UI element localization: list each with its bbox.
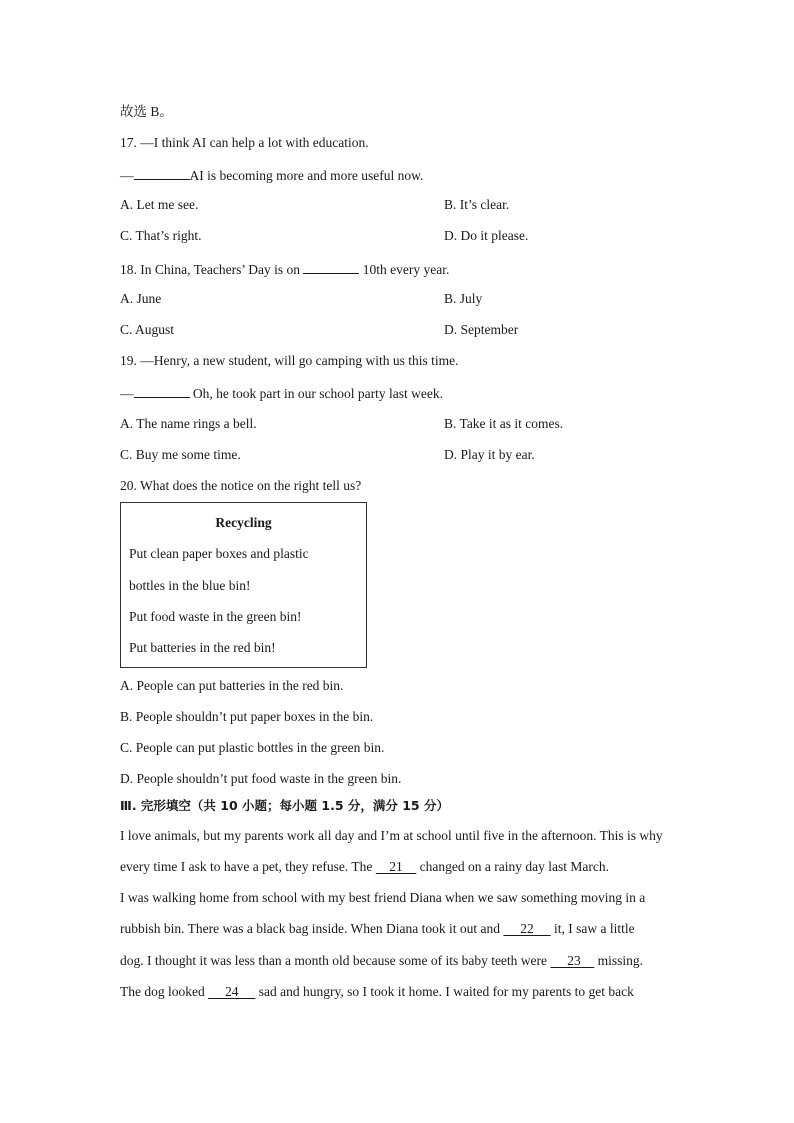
passage-text: The dog looked	[120, 984, 209, 999]
q17-option-a: A. Let me see.	[120, 197, 199, 212]
q17-stem: 17. —I think AI can help a lot with education.	[120, 135, 369, 150]
q18-option-a: A. June	[120, 291, 162, 306]
intro-text: 故选 B。	[120, 104, 173, 119]
q18-answer-blank	[303, 259, 359, 274]
recycling-notice-box	[120, 502, 367, 668]
q17-reply	[120, 165, 423, 185]
passage-text: rubbish bin. There was a black bag inside. When Diana took it out and	[120, 921, 504, 936]
q18-option-d: D. September	[444, 322, 519, 337]
passage-text: changed on a rainy day last March.	[416, 859, 609, 874]
q18-option-b: B. July	[444, 291, 483, 306]
blank-21: 21	[375, 859, 417, 874]
passage-text: it, I saw a little	[550, 921, 635, 936]
q19-answer-blank	[134, 383, 190, 398]
q20-stem: 20. What does the notice on the right tell us?	[120, 478, 362, 493]
blank-22: 22	[503, 921, 551, 936]
passage-text: every time I ask to have a pet, they refuse. The	[120, 859, 376, 874]
notice-line: Put batteries in the red bin!	[129, 640, 276, 655]
passage-text: dog. I thought it was less than a month old because some of its baby teeth were	[120, 953, 551, 968]
q19-option-d: D. Play it by ear.	[444, 447, 535, 462]
q20-option-d: D. People shouldn’t put food waste in the green bin.	[120, 771, 402, 786]
q19-option-b: B. Take it as it comes.	[444, 416, 564, 431]
q17-reply-prefix: —	[120, 168, 134, 183]
q19-reply-prefix: —	[120, 386, 134, 401]
notice-line: bottles in the blue bin!	[129, 578, 251, 593]
q17-reply-rest: AI is becoming more and more useful now.	[189, 168, 424, 183]
passage-line: I was walking home from school with my best friend Diana when we saw something moving in a	[120, 890, 646, 905]
q17-option-d: D. Do it please.	[444, 228, 529, 243]
q18-option-c: C. August	[120, 322, 175, 337]
q17-option-c: C. That’s right.	[120, 228, 202, 243]
q17-answer-blank	[134, 165, 190, 180]
q20-option-a: A. People can put batteries in the red bin.	[120, 678, 344, 693]
q18-stem	[120, 259, 449, 279]
q20-option-b: B. People shouldn’t put paper boxes in the bin.	[120, 709, 374, 724]
passage-line	[120, 920, 635, 938]
q19-option-a: A. The name rings a bell.	[120, 416, 257, 431]
q18-stem-after: 10th every year.	[359, 262, 450, 277]
notice-title: Recycling	[215, 515, 272, 530]
passage-line	[120, 983, 634, 1001]
q19-option-c: C. Buy me some time.	[120, 447, 241, 462]
passage-text: sad and hungry, so I took it home. I waited for my parents to get back	[255, 984, 634, 999]
q19-stem: 19. —Henry, a new student, will go camping with us this time.	[120, 353, 459, 368]
q20-option-c: C. People can put plastic bottles in the green bin.	[120, 740, 385, 755]
passage-line	[120, 858, 609, 876]
blank-23: 23	[550, 953, 595, 968]
q19-reply	[120, 383, 443, 403]
q19-reply-rest: Oh, he took part in our school party last week.	[189, 386, 443, 401]
passage-line: I love animals, but my parents work all day and I’m at school until five in the afternoon. This is why	[120, 828, 663, 843]
passage-line	[120, 952, 643, 970]
q18-stem-before: 18. In China, Teachers’ Day is on	[120, 262, 304, 277]
passage-text: missing.	[594, 953, 644, 968]
q17-option-b: B. It’s clear.	[444, 197, 510, 212]
notice-line: Put food waste in the green bin!	[129, 609, 302, 624]
section-heading: Ⅲ. 完形填空（共 10 小题；每小题 1.5 分，满分 15 分）	[120, 798, 449, 813]
blank-24: 24	[208, 984, 256, 999]
notice-line: Put clean paper boxes and plastic	[129, 546, 309, 561]
